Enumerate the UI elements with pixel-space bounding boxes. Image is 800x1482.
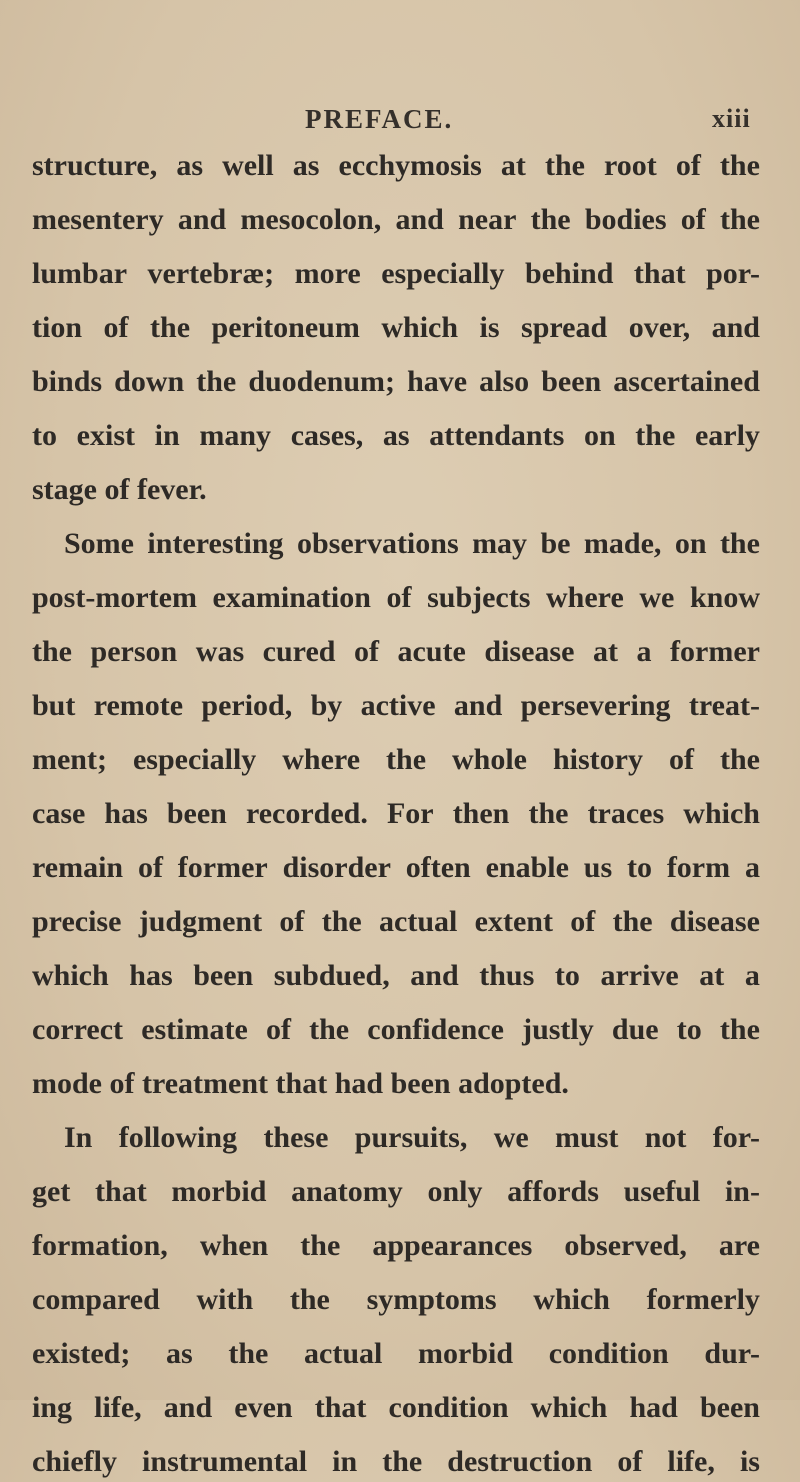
- running-head: PREFACE.: [305, 104, 454, 134]
- text-line: remain of former disorder often enable us to form a: [32, 851, 760, 884]
- text-line: correct estimate of the confidence justly due to the: [32, 1013, 760, 1046]
- paragraph-start: Some interesting observations may be made, on the: [64, 527, 760, 560]
- text-line: stage of fever.: [32, 473, 207, 506]
- text-line: ment; especially where the whole history of the: [32, 743, 760, 776]
- text-line: compared with the symptoms which formerly: [32, 1283, 760, 1316]
- text-line: mesentery and mesocolon, and near the bodies of the: [32, 203, 760, 236]
- text-line: post-mortem examination of subjects where we know: [32, 581, 760, 614]
- text-line: structure, as well as ecchymosis at the root of the: [32, 149, 760, 182]
- text-line: chiefly instrumental in the destruction of life, is: [32, 1445, 760, 1478]
- text-line: case has been recorded. For then the traces which: [32, 797, 760, 830]
- text-line: lumbar vertebræ; more especially behind that por-: [32, 257, 760, 290]
- text-line: binds down the duodenum; have also been ascertained: [32, 365, 760, 398]
- page-header: [0, 96, 800, 140]
- text-line: the person was cured of acute disease at a former: [32, 635, 760, 668]
- text-line: but remote period, by active and persevering treat-: [32, 689, 760, 722]
- text-line: existed; as the actual morbid condition dur-: [32, 1337, 760, 1370]
- text-line: mode of treatment that had been adopted.: [32, 1067, 569, 1100]
- text-line: formation, when the appearances observed, are: [32, 1229, 760, 1262]
- paragraph-start: In following these pursuits, we must not for-: [64, 1121, 760, 1154]
- text-line: tion of the peritoneum which is spread over, and: [32, 311, 760, 344]
- text-line: ing life, and even that condition which had been: [32, 1391, 760, 1424]
- page-number: xiii: [712, 104, 751, 133]
- text-line: to exist in many cases, as attendants on the early: [32, 419, 760, 452]
- text-line: get that morbid anatomy only affords useful in-: [32, 1175, 760, 1208]
- text-line: which has been subdued, and thus to arrive at a: [32, 959, 760, 992]
- text-line: precise judgment of the actual extent of the disease: [32, 905, 760, 938]
